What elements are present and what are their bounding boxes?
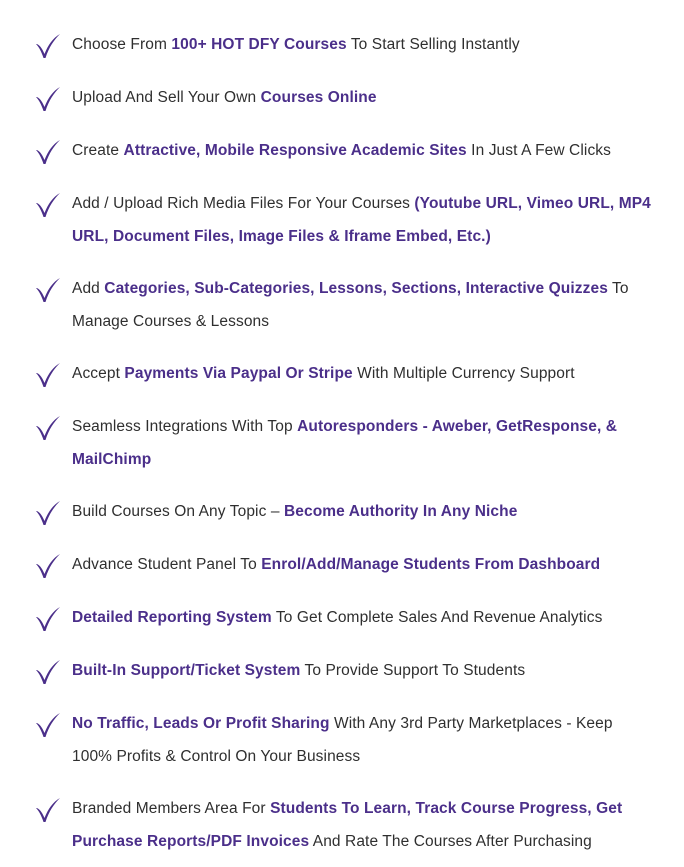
feature-text-segment: Branded Members Area For bbox=[72, 800, 271, 817]
checkmark-icon bbox=[34, 415, 62, 441]
feature-text-segment: Accept bbox=[72, 365, 125, 382]
checkmark-icon bbox=[34, 712, 62, 738]
checkmark-icon bbox=[34, 192, 62, 218]
feature-text-segment: Build Courses On Any Topic – bbox=[72, 503, 284, 520]
feature-text-segment: Add / Upload Rich Media Files For Your Courses bbox=[72, 195, 415, 212]
checkmark-icon bbox=[34, 659, 62, 685]
feature-text-segment: To Get Complete Sales And Revenue Analytics bbox=[271, 609, 603, 626]
feature-text-segment: To Provide Support To Students bbox=[300, 662, 526, 679]
feature-text bbox=[72, 793, 652, 858]
feature-highlight: Attractive, Mobile Responsive Academic Sites bbox=[123, 142, 467, 159]
feature-text-segment: Create bbox=[72, 142, 124, 159]
feature-highlight: Payments Via Paypal Or Stripe bbox=[124, 365, 353, 382]
checkmark-icon bbox=[34, 277, 62, 303]
feature-highlight: Built-In Support/Ticket System bbox=[72, 662, 301, 679]
feature-text-segment: In Just A Few Clicks bbox=[466, 142, 611, 159]
feature-text-segment: To Start Selling Instantly bbox=[346, 36, 520, 53]
checkmark-icon bbox=[34, 553, 62, 579]
feature-text bbox=[72, 602, 652, 635]
checkmark-icon bbox=[34, 606, 62, 632]
feature-text bbox=[72, 188, 652, 253]
feature-highlight: Courses Online bbox=[260, 89, 377, 106]
feature-text-segment: With Multiple Currency Support bbox=[352, 365, 575, 382]
checkmark-icon bbox=[34, 500, 62, 526]
checkmark-icon bbox=[34, 139, 62, 165]
feature-highlight: Detailed Reporting System bbox=[72, 609, 272, 626]
checkmark-icon bbox=[34, 86, 62, 112]
feature-text bbox=[72, 496, 652, 529]
feature-text-segment: Advance Student Panel To bbox=[72, 556, 262, 573]
feature-highlight: Students To Learn, Track Course Progress, Get Purchase Reports/PDF Invoices bbox=[72, 800, 623, 850]
feature-text-segment: Choose From bbox=[72, 36, 172, 53]
feature-text-segment: With Any 3rd Party Marketplaces - Keep 100% Profits & Control On Your Business bbox=[72, 715, 613, 765]
feature-highlight: Autoresponders - Aweber, GetResponse, & MailChimp bbox=[72, 418, 618, 468]
feature-text-segment: Seamless Integrations With Top bbox=[72, 418, 298, 435]
feature-highlight: 100+ HOT DFY Courses bbox=[171, 36, 347, 53]
feature-highlight: No Traffic, Leads Or Profit Sharing bbox=[72, 715, 330, 732]
feature-highlight: (Youtube URL, Vimeo URL, MP4 URL, Document Files, Image Files & Iframe Embed, Etc.) bbox=[72, 195, 651, 245]
feature-text-segment: Upload And Sell Your Own bbox=[72, 89, 261, 106]
feature-text-segment: Add bbox=[72, 280, 105, 297]
feature-text bbox=[72, 82, 652, 115]
feature-text bbox=[72, 411, 652, 476]
checkmark-icon bbox=[34, 33, 62, 59]
feature-text bbox=[72, 135, 652, 168]
feature-text bbox=[72, 655, 652, 688]
feature-highlight: Categories, Sub-Categories, Lessons, Sections, Interactive Quizzes bbox=[104, 280, 608, 297]
feature-text bbox=[72, 549, 652, 582]
feature-highlight: Enrol/Add/Manage Students From Dashboard bbox=[261, 556, 601, 573]
feature-text-segment: To Manage Courses & Lessons bbox=[72, 280, 629, 330]
feature-highlight: Become Authority In Any Niche bbox=[283, 503, 518, 520]
feature-text bbox=[72, 358, 652, 391]
feature-text bbox=[72, 273, 652, 338]
feature-text bbox=[72, 29, 652, 62]
checkmark-icon bbox=[34, 797, 62, 823]
checkmark-icon bbox=[34, 362, 62, 388]
feature-text-segment: And Rate The Courses After Purchasing bbox=[309, 832, 592, 850]
feature-text bbox=[72, 708, 652, 773]
